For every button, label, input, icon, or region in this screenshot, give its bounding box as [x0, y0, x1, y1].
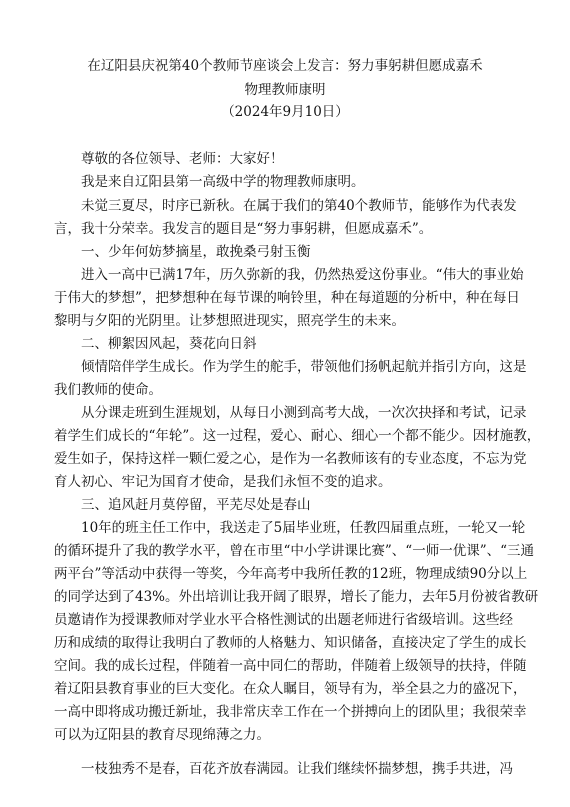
section-heading: 二、柳絮因风起，葵花向日斜 — [81, 336, 257, 352]
paragraph-line: 言，我十分荣幸。我发言的题目是“努力事躬耕，但愿成嘉禾”。 — [54, 221, 433, 237]
paragraph-line: 两平台”等活动中获得一等奖，今年高考中我所任教的12班，物理成绩90分以上 — [54, 566, 528, 582]
greeting-line: 尊敬的各位领导、老师：大家好！ — [81, 151, 284, 167]
paragraph-line: 的同学达到了43%。外出培训让我开阔了眼界，增长了能力，去年5月份被省教研 — [54, 589, 539, 605]
paragraph-line: 可以为辽阳县的教育尽现绵薄之力。 — [54, 727, 270, 743]
section-heading: 三、追风赶月莫停留，平芜尽处是春山 — [81, 497, 311, 513]
paragraph-line: 历和成绩的取得让我明白了教师的人格魅力、知识储备，直接决定了学生的成长 — [54, 635, 527, 651]
paragraph-line: 爱生如子，保持这样一颗仁爱之心，是作为一名教师该有的专业态度，不忘为党 — [54, 451, 527, 467]
section-heading: 一、少年何妨梦摘星，敢挽桑弓射玉衡 — [81, 244, 311, 260]
document-title: 在辽阳县庆祝第40个教师节座谈会上发言：努力事躬耕但愿成嘉禾 — [87, 58, 483, 74]
paragraph-line: 未觉三夏尽，时序已新秋。在属于我们的第40个教师节，能够作为代表发 — [81, 198, 517, 214]
paragraph-line: 员邀请作为授课教师对学业水平合格性测试的出题老师进行省级培训。这些经 — [54, 612, 513, 628]
document-date: （2024年9月10日） — [221, 104, 349, 120]
paragraph-line: 空间。我的成长过程，伴随着一高中同仁的帮助，伴随着上级领导的扶持，伴随 — [54, 658, 527, 674]
document-author: 物理教师康明 — [244, 82, 326, 98]
paragraph-line: 于伟大的梦想”，把梦想种在每节课的响铃里，种在每道题的分析中，种在每日 — [54, 290, 520, 306]
paragraph-line: 倾情陪伴学生成长。作为学生的舵手，带领他们扬帆起航并指引方向，这是 — [81, 359, 527, 375]
paragraph-line: 从分课走班到生涯规划，从每日小测到高考大战，一次次抉择和考试，记录 — [81, 405, 527, 421]
paragraph-line: 我是来自辽阳县第一高级中学的物理教师康明。 — [81, 174, 365, 190]
paragraph-line: 黎明与夕阳的光阴里。让梦想照进现实，照亮学生的未来。 — [54, 313, 405, 329]
paragraph-line: 育人初心、牢记为国育才使命，是我们永恒不变的追求。 — [54, 474, 392, 490]
paragraph-line: 进入一高中已满17年，历久弥新的我，仍然热爱这份事业。“伟大的事业始 — [81, 267, 524, 283]
paragraph-line: 着学生们成长的“年轮”。这一过程，爱心、耐心、细心一个都不能少。因材施教， — [54, 428, 541, 444]
paragraph-line: 一高中即将成功搬迁新址，我非常庆幸工作在一个拼搏向上的团队里；我很荣幸 — [54, 704, 527, 720]
paragraph-line: 我们教师的使命。 — [54, 382, 162, 398]
paragraph-line: 一枝独秀不是春，百花齐放春满园。让我们继续怀揣梦想，携手共进，冯 — [81, 761, 513, 777]
paragraph-line: 的循环提升了我的教学水平，曾在市里“中小学讲课比赛”、“一师一优课”、“三通 — [54, 543, 535, 559]
paragraph-line: 着辽阳县教育事业的巨大变化。在众人瞩目，领导有为，举全县之力的盛况下， — [54, 681, 527, 697]
paragraph-line: 10年的班主任工作中，我送走了5届毕业班，任教四届重点班，一轮又一轮 — [81, 520, 526, 536]
